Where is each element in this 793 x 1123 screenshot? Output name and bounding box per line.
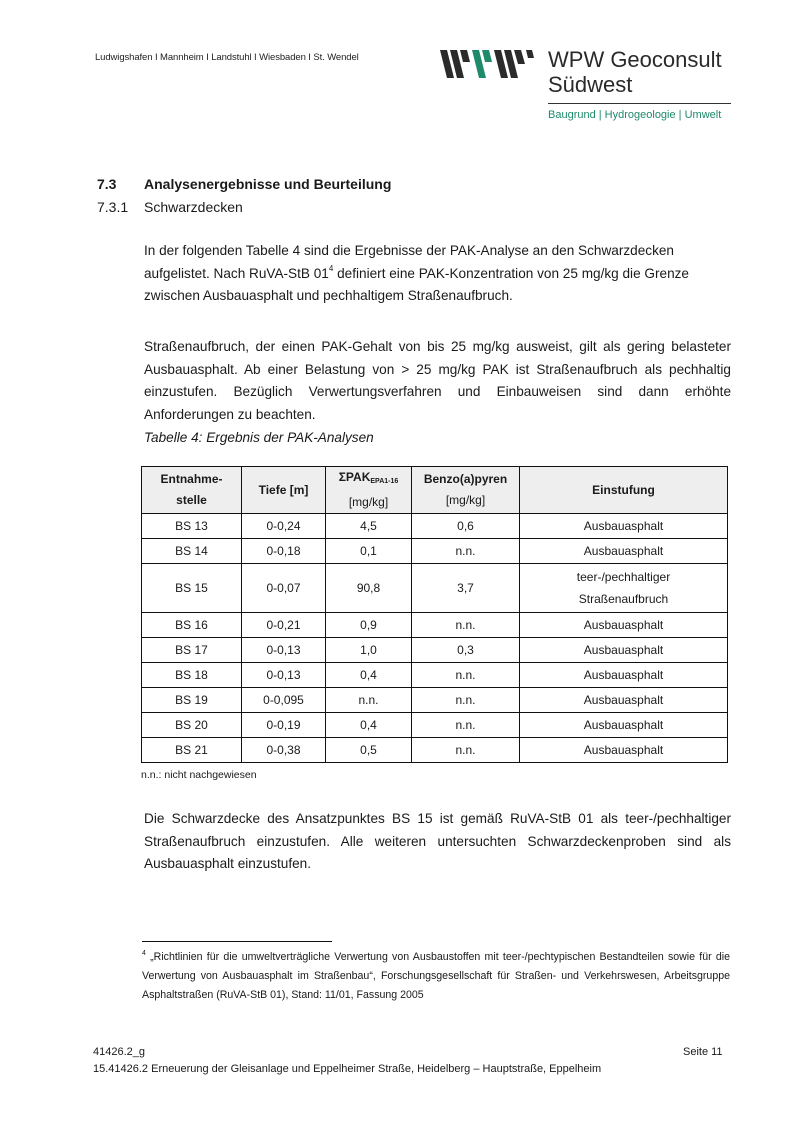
header-locations: Ludwigshafen I Mannheim I Landstuhl I Wiesbaden I St. Wendel	[95, 52, 359, 63]
table-row: BS 20 0-0,19 0,4 n.n. Ausbauasphalt	[142, 713, 728, 738]
section-title: Analysenergebnisse und Beurteilung	[144, 176, 392, 192]
pak-results-table	[141, 466, 728, 763]
table-row: BS 21 0-0,38 0,5 n.n. Ausbauasphalt	[142, 738, 728, 763]
subsection-heading	[97, 199, 243, 215]
table-row: BS 19 0-0,095 n.n. n.n. Ausbauasphalt	[142, 688, 728, 713]
intro-paragraph: In der folgenden Tabelle 4 sind die Ergebnisse der PAK-Analyse an den Schwarzdecken aufgelistet. Nach RuVA-StB $01^4$ definiert eine PAK-Konzentration von 25 mg/kg die Grenze zwischen Ausbauasphalt und pechhaltigem Straßenaufbruch.	[144, 243, 689, 303]
header-entnahmestelle: Entnahme- stelle	[142, 467, 242, 514]
brand-name: WPW Geoconsult	[548, 47, 722, 72]
threshold-paragraph: Straßenaufbruch, der einen PAK-Gehalt von bis 25 mg/kg ausweist, gilt als gering belasteter Ausbauasphalt. Ab einer Belastung von > 25 mg/kg PAK ist Straßenaufbruch als pechhaltig einzustufen. Bezüglich Verwertungsverfahren und Einbauweisen sind dann erhöhte Anforderungen zu beachten.	[144, 339, 731, 422]
page-number: Seite 11	[683, 1046, 723, 1058]
table-header-row	[142, 467, 728, 514]
table-row: BS 14 0-0,18 0,1 n.n. Ausbauasphalt	[142, 539, 728, 564]
footnote-divider	[142, 941, 332, 942]
section-heading	[97, 176, 391, 192]
brand-divider	[548, 103, 731, 104]
header-tiefe: Tiefe [m]	[242, 467, 326, 514]
brand-region: Südwest	[548, 72, 633, 97]
table-note: n.n.: nicht nachgewiesen	[141, 769, 257, 781]
footer-doc-id: 41426.2_g	[93, 1046, 145, 1058]
footer-project: 15.41426.2 Erneuerung der Gleisanlage und Eppelheimer Straße, Heidelberg – Hauptstraße, Eppelheim	[93, 1063, 602, 1075]
footnote	[142, 948, 730, 1005]
table-row: BS 17 0-0,13 1,0 0,3 Ausbauasphalt	[142, 638, 728, 663]
table-row: BS 16 0-0,21 0,9 n.n. Ausbauasphalt	[142, 613, 728, 638]
table-row: BS 15 0-0,07 90,8 3,7 teer-/pechhaltiger Straßenaufbruch	[142, 564, 728, 613]
footnote-text: „Richtlinien für die umweltverträgliche Verwertung von Ausbaustoffen mit teer-/pechtypischen Bestandteilen sowie für die Verwertung von Ausbauasphalt im Straßenbau“, Forschungsgesellschaft für Straßen- und Verkehrswesen, Arbeitsgruppe Asphaltstraßen (RuVA-StB 01), Stand: 11/01, Fassung 2005	[142, 951, 731, 1001]
table-caption: Tabelle 4: Ergebnis der PAK-Analysen	[144, 430, 374, 445]
footnote-marker: 4	[142, 950, 146, 957]
subsection-number: 7.3.1	[97, 199, 129, 215]
footnote-ref: 4	[328, 263, 334, 273]
section-number: 7.3	[97, 176, 117, 192]
header-pak: $\Sigma PAK_{EPA1-16}$ [mg/kg]	[326, 467, 412, 514]
header-einstufung: Einstufung	[520, 467, 728, 514]
table-row: BS 18 0-0,13 0,4 n.n. Ausbauasphalt	[142, 663, 728, 688]
brand-tagline: Baugrund | Hydrogeologie | Umwelt	[548, 109, 722, 121]
header-benzoapyren: Benzo(a)pyren [mg/kg]	[412, 467, 520, 514]
wpw-logo-icon	[440, 48, 536, 80]
conclusion-paragraph: Die Schwarzdecke des Ansatzpunktes BS 15 ist gemäß RuVA-StB 01 als teer-/pechhaltiger Straßenaufbruch einzustufen. Alle weiteren untersuchten Schwarzdeckenproben sind als Ausbauasphalt einzustufen.	[144, 811, 731, 871]
table-row: BS 13 0-0,24 4,5 0,6 Ausbauasphalt	[142, 514, 728, 539]
subsection-title: Schwarzdecken	[144, 199, 243, 215]
